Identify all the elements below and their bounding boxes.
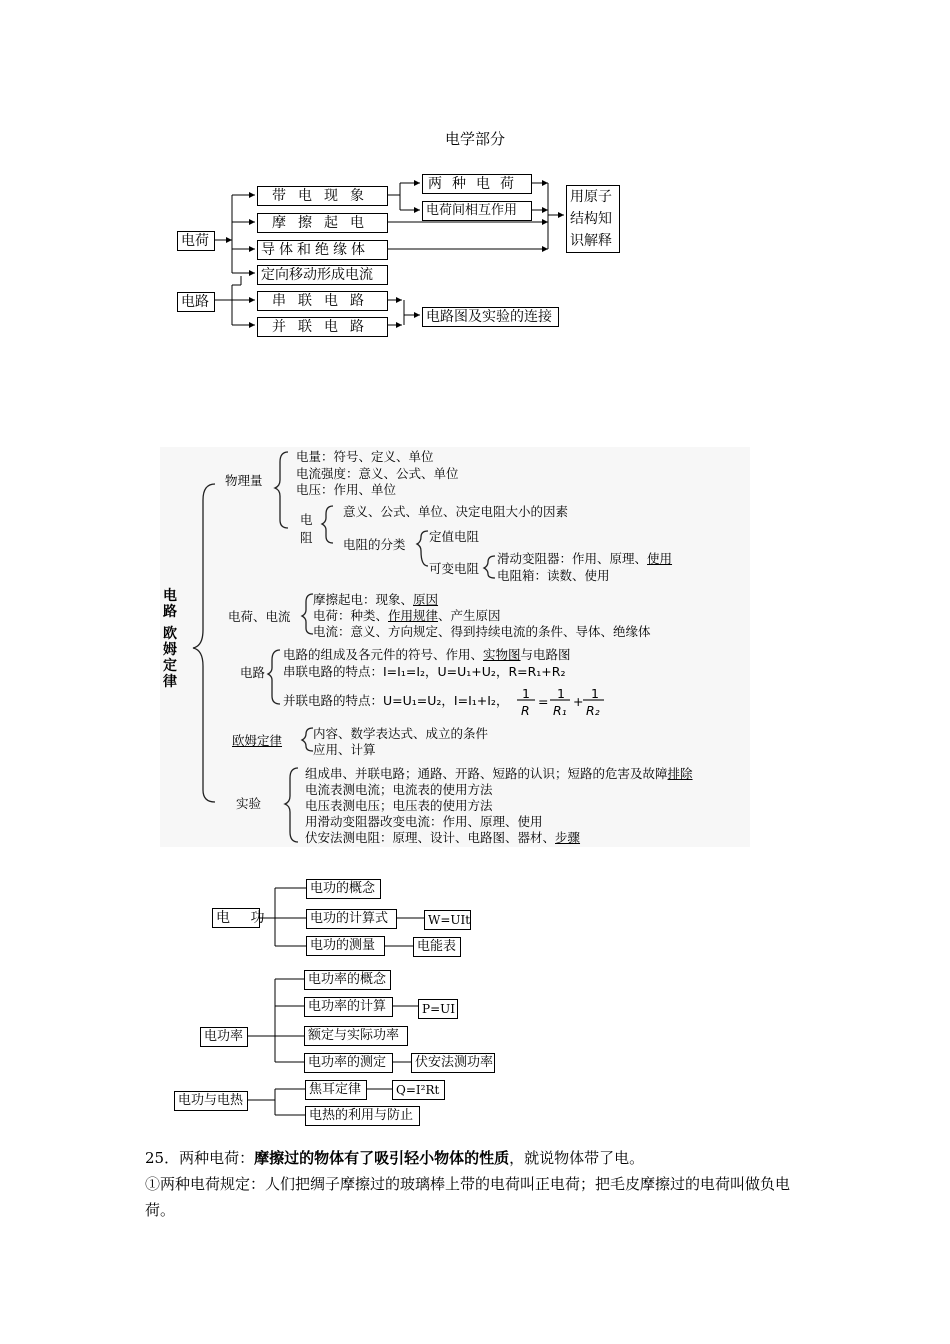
atom-line-1: 用原子: [570, 189, 612, 205]
charge-root: 电荷: [177, 231, 215, 251]
cc-line-3: 电流：意义、方向规定、得到持续电流的条件、导体、绝缘体: [313, 624, 651, 639]
frac-1-num: 1: [522, 686, 530, 701]
charged-phenomenon: 带电现象: [257, 186, 388, 206]
frac-2-num: 1: [557, 686, 565, 701]
frac-3-num: 1: [591, 686, 599, 701]
circuit-experiment-connect: 电路图及实验的连接: [422, 307, 559, 327]
ohm-line-2: 应用、计算: [313, 742, 376, 757]
work-formula: W=UIt: [424, 910, 471, 930]
heat-use-prevention: 电热的利用与防止: [305, 1106, 420, 1126]
circuit-label: 电路: [240, 665, 266, 680]
power-concept: 电功率的概念: [304, 970, 391, 990]
p1-prefix: 25．两种电荷：: [145, 1149, 255, 1167]
charge-interaction: 电荷间相互作用: [422, 201, 532, 221]
power-formula: P=UI: [418, 999, 458, 1019]
power-calc: 电功率的计算: [304, 997, 393, 1017]
exp-line-5-u: 步骤: [555, 830, 581, 845]
variable-resistance: 可变电阻: [429, 561, 480, 576]
pq-line-1: 电量：符号、定义、单位: [296, 449, 434, 464]
cc-line-2-text: 电荷：种类、: [313, 608, 389, 623]
circuit-line-2: 串联电路的特点：I=I₁=I₂，U=U₁+U₂，R=R₁+R₂: [283, 664, 566, 679]
circuit-root: 电路: [177, 292, 215, 312]
exp-line-5-text: 伏安法测电阻：原理、设计、电路图、器材、: [305, 830, 556, 845]
outline-root-ohm: 欧姆定律: [163, 626, 177, 690]
atom-line-3: 识解释: [570, 233, 612, 249]
experiment-label: 实验: [236, 796, 262, 811]
two-charges: 两种电荷: [422, 174, 532, 194]
energy-meter: 电能表: [413, 937, 461, 957]
work-measurement: 电功的测量: [306, 936, 385, 956]
power-measurement: 电功率的测定: [304, 1053, 393, 1073]
directed-current: 定向移动形成电流: [257, 265, 388, 285]
conductor-insulator: 导体和绝缘体: [257, 240, 388, 260]
frac-1-den: R: [521, 703, 530, 718]
circuit-line-1-u: 实物图: [483, 647, 521, 662]
parallel-circuit: 并联电路: [257, 317, 388, 337]
exp-line-2: 电流表测电流；电流表的使用方法: [305, 782, 493, 797]
cc-line-1-text: 摩擦起电：现象、: [313, 592, 414, 607]
ohm-line-1: 内容、数学表达式、成立的条件: [313, 726, 489, 741]
p1-bold: 摩擦过的物体有了吸引轻小物体的性质: [254, 1149, 510, 1167]
work-and-heat: 电功与电热: [174, 1091, 248, 1111]
electric-work: 电 功: [212, 908, 260, 928]
circuit-line-1-text: 电路的组成及各元件的符号、作用、: [283, 647, 484, 662]
atom-line-2: 结构知: [570, 211, 612, 227]
work-concept: 电功的概念: [306, 879, 381, 899]
resistance-box: 电阻箱：读数、使用: [497, 568, 610, 583]
exp-line-1-u: 排除: [667, 766, 693, 781]
pq-line-2: 电流强度：意义、公式、单位: [296, 466, 459, 481]
pq-line-3: 电压：作用、单位: [296, 482, 397, 497]
friction-charging: 摩擦起电: [257, 213, 388, 233]
resistance-line: 意义、公式、单位、决定电阻大小的因素: [343, 504, 569, 519]
page-title: 电学部分: [444, 130, 505, 148]
resistance-classify: 电阻的分类: [343, 537, 406, 552]
rated-actual-power: 额定与实际功率: [304, 1026, 408, 1046]
p1-suffix: ，就说物体带了电。: [509, 1149, 645, 1167]
frac-3-den: R₂: [586, 703, 600, 718]
series-circuit: 串联电路: [257, 291, 388, 311]
frac-eq: =: [538, 694, 549, 709]
exp-line-1-text: 组成串、并联电路；通路、开路、短路的认识；短路的危害及故障: [305, 766, 668, 781]
work-formula-label: 电功的计算式: [306, 909, 397, 929]
exp-line-3: 电压表测电压；电压表的使用方法: [305, 798, 493, 813]
rheostat-text: 滑动变阻器：作用、原理、: [497, 551, 648, 566]
paragraph-charge-rule: ①两种电荷规定：人们把绸子摩擦过的玻璃棒上带的电荷叫正电荷；把毛皮摩擦过的电荷叫做负电荷。: [145, 1175, 791, 1219]
cc-line-1-u: 原因: [413, 592, 439, 607]
frac-plus: +: [573, 694, 584, 709]
fixed-resistance: 定值电阻: [429, 529, 480, 544]
rheostat-use: 使用: [647, 551, 673, 566]
joule-formula: Q=I²Rt: [392, 1080, 445, 1100]
circuit-line-1-tail: 与电路图: [520, 647, 571, 662]
paragraph-25: [145, 1145, 815, 1171]
frac-2-den: R₁: [553, 703, 567, 718]
circuit-line-3: 并联电路的特点：U=U₁=U₂，I=I₁+I₂，: [283, 693, 509, 708]
outline-root-circuit: 电路: [163, 588, 177, 620]
cc-line-2-tail: 、产生原因: [438, 608, 501, 623]
resistance-label-2: 阻: [300, 530, 313, 545]
cc-line-2-u: 作用规律: [388, 608, 439, 623]
exp-line-4: 用滑动变阻器改变电流：作用、原理、使用: [305, 814, 543, 829]
electric-power: 电功率: [200, 1027, 248, 1047]
joule-law: 焦耳定律: [305, 1080, 367, 1100]
resistance-label-1: 电: [300, 512, 313, 527]
charge-current-label: 电荷、电流: [228, 609, 291, 624]
ohm-label: 欧姆定律: [232, 733, 283, 748]
physics-quantity-label: 物理量: [225, 473, 263, 488]
voltammetry-power: 伏安法测功率: [411, 1053, 495, 1073]
